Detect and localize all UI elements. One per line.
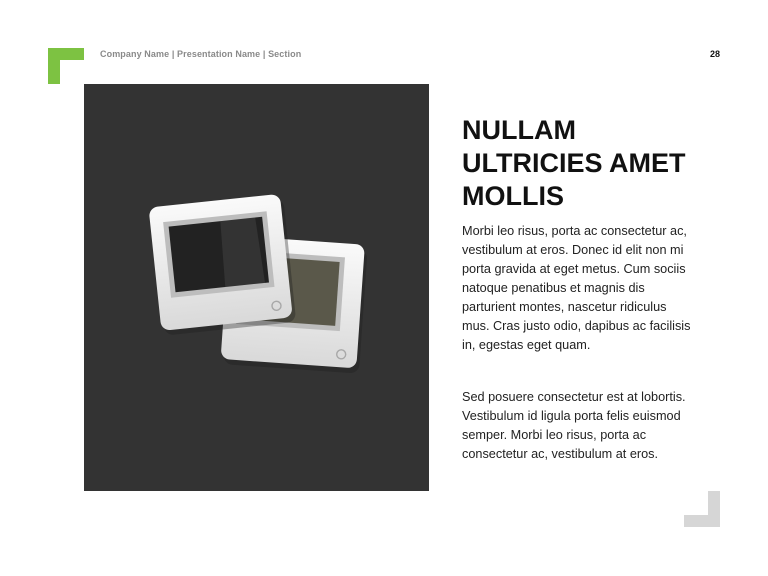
body-paragraph-1: Morbi leo risus, porta ac consectetur ac, vestibulum at eros. Donec id elit non mi porta gravida at eget metus. Cum sociis natoque penatibus et magnis dis parturient montes, nascetur ridiculus mus. Cras justo odio, dapibus ac facilisis in, egestas eget quam. bbox=[462, 224, 691, 352]
slide-title: NULLAM ULTRICIES AMET MOLLIS bbox=[462, 115, 686, 211]
page-number: 28 bbox=[709, 49, 720, 59]
body-paragraph-2: Sed posuere consectetur est at lobortis. Vestibulum id ligula porta felis euismod semper. Morbi leo risus, porta ac consectetur ac, vestibulum at eros. bbox=[462, 390, 686, 461]
corner-accent-top-left bbox=[48, 48, 84, 84]
slides-icon bbox=[84, 84, 429, 491]
corner-accent-bottom-right bbox=[684, 491, 720, 527]
header-meta: Company Name | Presentation Name | Section bbox=[100, 49, 302, 59]
image-panel bbox=[84, 84, 429, 491]
